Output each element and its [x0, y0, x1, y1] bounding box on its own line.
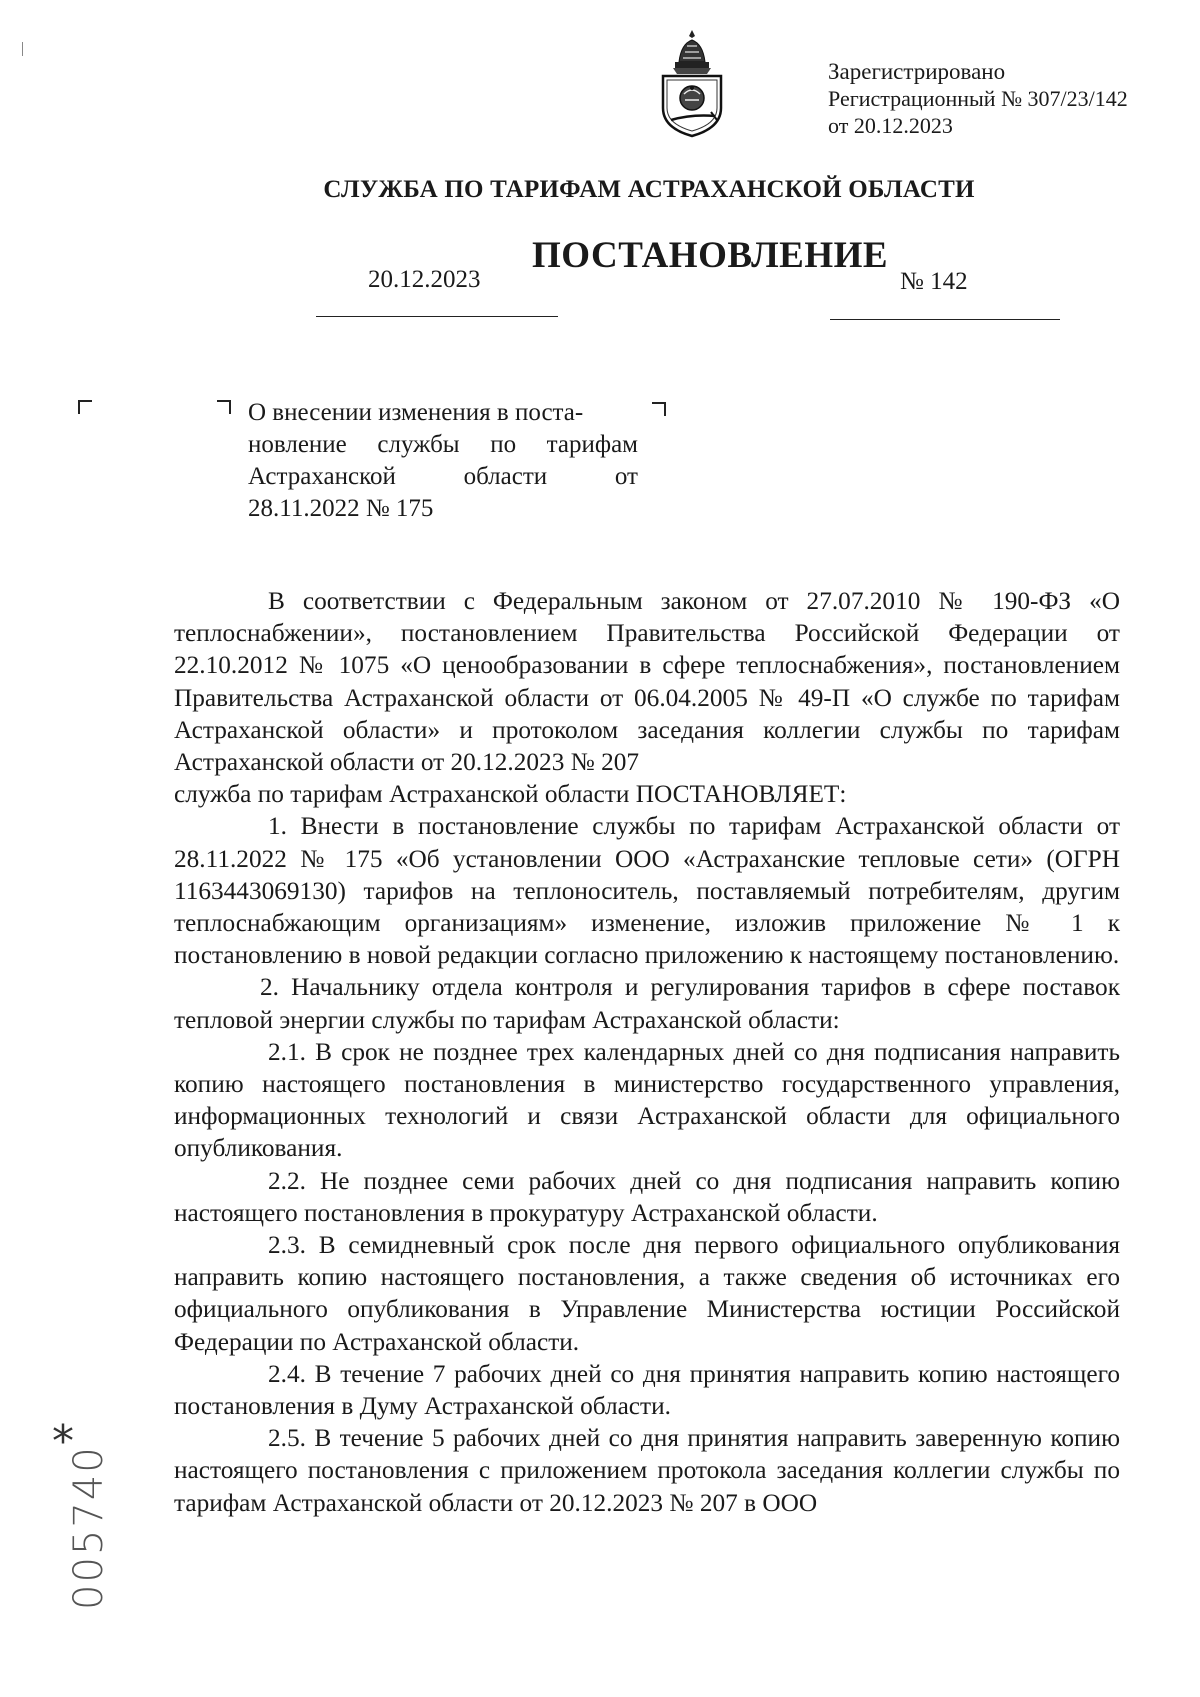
coat-of-arms-icon [655, 28, 729, 140]
corner-mark-subject-left [217, 400, 231, 414]
subject-line: новление службы по тарифам [248, 431, 638, 458]
document-subject [248, 397, 638, 525]
agency-title: СЛУЖБА ПО ТАРИФАМ АСТРАХАНСКОЙ ОБЛАСТИ [323, 176, 975, 203]
corner-mark-subject-right [652, 402, 666, 416]
scan-artifact [22, 42, 23, 56]
item-paragraph: 2. Начальнику отдела контроля и регулирования тарифов в сфере поставок тепловой энергии службы по тарифам Астраханской области: [174, 973, 1120, 1034]
document-number: № 142 [900, 268, 968, 295]
stamp-asterisk: * [52, 1416, 74, 1467]
date-underline [316, 316, 558, 317]
item-paragraph: 1. Внести в постановление службы по тарифам Астраханской области от 28.11.2022 № 175 «Об установлении ООО «Астраханские тепловые сети» (ОГРН 1163443069130) тарифов на теплоноситель, поставляемый потребителям, другим теплоснабжающим организациям» изменение, изложив приложение № 1 к постановлению в новой редакции согласно приложению к настоящему постановлению. [174, 812, 1120, 970]
subject-line: О внесении изменения в поста- [248, 399, 584, 426]
item-paragraph: 2.2. Не позднее семи рабочих дней со дня подписания направить копию настоящего постановления в прокуратуру Астраханской области. [174, 1166, 1120, 1227]
document-body [174, 585, 1120, 1519]
registration-date: от 20.12.2023 [828, 113, 953, 138]
document-type: ПОСТАНОВЛЕНИЕ [532, 235, 889, 276]
subject-line: Астраханской области от [248, 463, 638, 490]
preamble-paragraph: В соответствии с Федеральным законом от 27.07.2010 № 190-ФЗ «О теплоснабжении», постановлением Правительства Российской Федерации от 22.10.2012 № 1075 «О ценообразовании в сфере теплоснабжения», постановлением Правительства Астраханской области от 06.04.2005 № 49-П «О службе по тарифам Астраханской области» и протоколом заседания коллегии службы по тарифам Астраханской области от 20.12.2023 № 207 [174, 587, 1120, 777]
registration-status: Зарегистрировано [828, 59, 1006, 84]
document-date: 20.12.2023 [368, 266, 481, 293]
registration-number: Регистрационный № 307/23/142 [828, 86, 1128, 111]
item-paragraph: 2.3. В семидневный срок после дня первого официального опубликования направить копию настоящего постановления, а также сведения об источниках его официального опубликования в Управление Министерства юстиции Российской Федерации по Астраханской области. [174, 1231, 1120, 1356]
resolves-line: служба по тарифам Астраханской области ПОСТАНОВЛЯЕТ: [174, 780, 847, 809]
subject-line: 28.11.2022 № 175 [248, 495, 434, 522]
registration-stamp [828, 58, 1128, 139]
item-paragraph: 2.4. В течение 7 рабочих дней со дня принятия направить копию настоящего постановления в Думу Астраханской области. [174, 1359, 1120, 1421]
serial-stamp [52, 1430, 112, 1610]
serial-number: 005740 [66, 1445, 112, 1610]
item-paragraph: 2.5. В течение 5 рабочих дней со дня принятия направить заверенную копию настоящего постановления с приложением протокола заседания коллегии службы по тарифам Астраханской области от 20.12.2023 № 207 в ООО [174, 1424, 1120, 1517]
number-underline [830, 319, 1060, 320]
item-paragraph: 2.1. В срок не позднее трех календарных дней со дня подписания направить копию настоящего постановления в министерство государственного управления, информационных технологий и связи Астраханской области для официального опубликования. [174, 1037, 1120, 1163]
corner-mark-left [78, 400, 92, 414]
